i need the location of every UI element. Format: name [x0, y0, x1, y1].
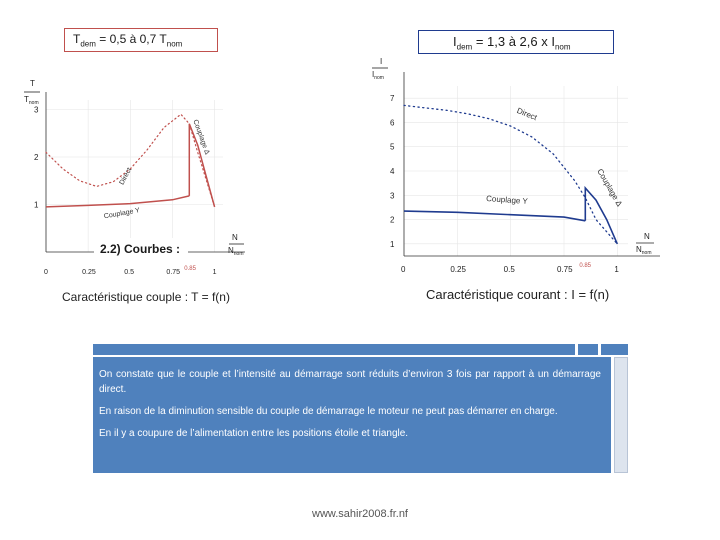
- current-x-tick: 1: [614, 265, 619, 274]
- panel-tabs: [93, 344, 628, 355]
- current-y-label-top: I: [380, 57, 383, 66]
- panel-side-strip: [614, 357, 628, 473]
- torque-x-label-bottom: $N_{nom}$: [228, 246, 244, 257]
- torque-x-tick: 1: [212, 269, 217, 276]
- current-chart-svg: [360, 26, 700, 310]
- panel-tab-1: [93, 344, 575, 355]
- footer-url: www.sahir2008.fr.nf: [312, 508, 408, 520]
- current-x-tick: 0.5: [503, 265, 515, 274]
- current-x-label-top: N: [644, 232, 650, 241]
- current-marks: [390, 94, 619, 274]
- panel-paragraph-2: En raison de la diminution sensible du couple de démarrage le moteur ne peut pas démarrer en charge.: [99, 406, 558, 417]
- current-curve-label-direct: Direct: [515, 106, 539, 123]
- current-grid: [404, 72, 660, 256]
- current-curve-label-delta: Couplage Δ: [595, 167, 624, 209]
- torque-series-star: [46, 196, 189, 207]
- current-y-tick: 2: [390, 215, 395, 225]
- current-y-tick: 5: [390, 142, 395, 152]
- current-y-label-bottom: $I_{nom}$: [372, 70, 384, 81]
- current-y-tick: 1: [390, 239, 395, 249]
- panel-paragraph-3: En il y a coupure de l’alimentation entre les positions étoile et triangle.: [99, 428, 409, 439]
- current-y-tick: 7: [390, 94, 395, 104]
- current-formula: $I_{dem} = 1,3$ à 2,6 x $I_{nom}$: [453, 34, 571, 52]
- panel-paragraph-1: On constate que le couple et l’intensité au démarrage sont réduits d’environ 3 fois par rapport à un démarrage direct.: [99, 369, 601, 395]
- torque-x-tick: 0.75: [166, 269, 181, 276]
- torque-chart-svg: [18, 22, 250, 310]
- section-label: 2.2) Courbes :: [94, 238, 188, 260]
- torque-curve-label-star: Couplage Y: [103, 207, 141, 221]
- current-y-tick: 3: [390, 191, 395, 201]
- current-marker-value: 0.85: [579, 263, 592, 269]
- torque-formula: $T_{dem} = 0,5$ à 0,7 $T_{nom}$: [73, 32, 183, 49]
- torque-curve-label-delta: Couplage Δ: [191, 118, 211, 156]
- panel-tab-2: [578, 344, 598, 355]
- current-x-tick: 0: [401, 265, 406, 274]
- torque-y-tick: 1: [34, 200, 39, 210]
- torque-x-tick: 0.5: [124, 269, 135, 276]
- torque-curve-label-direct: Direct: [118, 166, 134, 187]
- current-x-label-bottom: $N_{nom}$: [636, 245, 652, 256]
- torque-y-label-bottom: $T_{nom}$: [24, 95, 39, 106]
- torque-x-tick: 0.25: [82, 269, 96, 276]
- torque-x-tick: 0: [44, 269, 48, 276]
- current-y-tick: 6: [390, 118, 395, 128]
- current-caption: Caractéristique courant : I = f(n): [426, 287, 610, 302]
- current-curve-label-star: Couplage Y: [485, 194, 529, 206]
- torque-y-label-top: T: [30, 79, 35, 88]
- info-panel: [93, 357, 611, 473]
- panel-tab-3: [601, 344, 628, 355]
- torque-marker-value: 0.85: [184, 266, 196, 272]
- current-x-tick: 0.75: [557, 265, 573, 274]
- current-chart: [360, 26, 700, 310]
- torque-grid: [46, 92, 245, 252]
- torque-chart: [18, 22, 250, 310]
- current-y-tick: 4: [390, 167, 395, 176]
- torque-y-tick: 3: [34, 105, 39, 115]
- torque-x-label-top: N: [232, 233, 238, 242]
- torque-y-tick: 2: [34, 153, 39, 162]
- torque-caption: Caractéristique couple : T = f(n): [62, 290, 230, 304]
- current-x-tick: 0.25: [450, 265, 466, 274]
